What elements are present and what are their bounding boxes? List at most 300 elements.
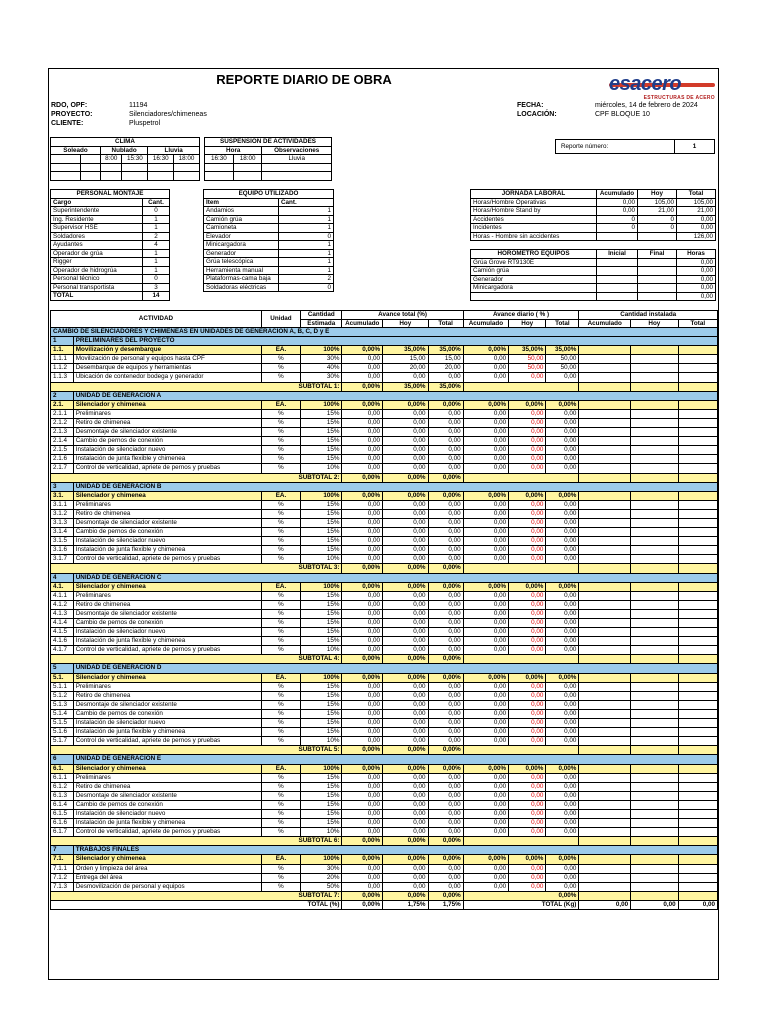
equipo-col-item: Item: [204, 198, 279, 207]
equipo-cant: 1: [279, 266, 334, 275]
jornada-value: 0: [597, 215, 638, 224]
group-cell: 0,00%: [509, 491, 546, 500]
jornada-row: [471, 198, 716, 207]
activity-row: [51, 791, 718, 800]
activity-cell: 3.1.4: [51, 528, 74, 537]
suspension-obs-header: Observaciones: [262, 146, 332, 155]
activity-row: [51, 428, 718, 437]
reporte-value: 1: [675, 140, 715, 154]
group-cell: 35,00%: [546, 346, 579, 355]
activity-cell: 0,00: [383, 782, 428, 791]
equipo-item: Camioneta: [204, 224, 279, 233]
activity-empty: [678, 364, 717, 373]
activity-cell: 10%: [301, 737, 342, 746]
activity-cell: 0,00: [342, 409, 383, 418]
group-cell: Movilización y desembarque: [73, 346, 261, 355]
activity-cell: 0,00: [546, 628, 579, 637]
activity-cell: Instalación de silenciador nuevo: [73, 809, 261, 818]
horometro-equipo: Camión grúa: [471, 267, 597, 276]
section-number: 3: [51, 482, 74, 491]
cliente-label: CLIENTE:: [51, 120, 84, 127]
subtotal-empty: [579, 655, 631, 664]
activity-empty: [678, 700, 717, 709]
group-cell: EA.: [261, 582, 300, 591]
activity-cell: 15%: [301, 546, 342, 555]
group-cell: 0,00%: [342, 855, 383, 864]
activity-cell: Instalación de junta flexible y chimenea: [73, 728, 261, 737]
activity-cell: 0,00: [383, 809, 428, 818]
activity-cell: 0,00: [546, 609, 579, 618]
activity-cell: 0,00: [428, 428, 463, 437]
activity-cell: 15%: [301, 819, 342, 828]
activity-cell: 0,00: [383, 864, 428, 873]
personal-row: [51, 215, 170, 224]
horometro-inicial: [597, 267, 638, 276]
col-avance-total: Avance total (%): [342, 311, 463, 320]
group-cell: 0,00%: [463, 764, 508, 773]
group-cell: Silenciador y chimenea: [73, 764, 261, 773]
activity-cell: 0,00: [342, 782, 383, 791]
activity-cell: 0,00: [546, 555, 579, 564]
fecha-label: FECHA:: [517, 102, 544, 109]
section-row: [51, 482, 718, 491]
activity-cell: 2.1.6: [51, 455, 74, 464]
suspension-title: SUSPENSIÓN DE ACTIVIDADES: [205, 138, 332, 147]
activity-cell: 0,00: [546, 509, 579, 518]
activity-empty: [678, 373, 717, 382]
activity-cell: 0,00: [546, 828, 579, 837]
activity-empty: [678, 782, 717, 791]
section-row: [51, 846, 718, 855]
activity-cell: 0,00: [383, 518, 428, 527]
activity-cell: 0,00: [546, 409, 579, 418]
activity-cell: 0,00: [509, 409, 546, 418]
activity-cell: 0,00: [428, 882, 463, 891]
section-row: [51, 573, 718, 582]
activity-empty: [678, 791, 717, 800]
horometro-col-inicial: Inicial: [597, 250, 638, 259]
subtotal-empty: [579, 891, 631, 900]
activity-cell: 0,00: [509, 691, 546, 700]
activity-cell: 10%: [301, 555, 342, 564]
activity-cell: %: [261, 509, 300, 518]
clima-title: CLIMA: [51, 138, 200, 147]
group-cell: 0,00%: [463, 400, 508, 409]
activity-cell: 0,00: [428, 546, 463, 555]
activity-cell: 15%: [301, 528, 342, 537]
activity-empty: [631, 464, 679, 473]
activity-empty: [579, 791, 631, 800]
horometro-title: HOROMETRO EQUIPOS: [471, 250, 597, 259]
group-cell: 0,00%: [428, 491, 463, 500]
group-row: [51, 764, 718, 773]
activity-row: [51, 682, 718, 691]
activity-cell: 0,00: [463, 773, 508, 782]
subtotal-empty: [579, 473, 631, 482]
activity-cell: 0,00: [463, 700, 508, 709]
col-estimada: Estimada: [301, 319, 342, 328]
group-cell: Silenciador y chimenea: [73, 673, 261, 682]
horometro-inicial: [597, 258, 638, 267]
activity-cell: Movilización de personal y equipos hasta CPF: [73, 355, 261, 364]
main-banner: CAMBIO DE SILENCIADORES Y CHIMENEAS EN UNIDADES DE GENERACIÓN A, B, C, D y E: [51, 328, 718, 337]
activity-cell: 0,00: [342, 600, 383, 609]
activity-cell: 0,00: [546, 619, 579, 628]
activity-cell: %: [261, 364, 300, 373]
activity-row: [51, 546, 718, 555]
activity-cell: 0,00: [509, 437, 546, 446]
group-empty: [678, 673, 717, 682]
personal-cargo: Rigger: [51, 258, 143, 267]
personal-cant: 1: [143, 266, 170, 275]
activity-cell: 0,00: [383, 609, 428, 618]
horometro-inicial: [597, 292, 638, 301]
activity-row: [51, 809, 718, 818]
activity-empty: [631, 873, 679, 882]
activity-cell: 0,00: [342, 609, 383, 618]
activity-cell: 30%: [301, 355, 342, 364]
activity-cell: 0,00: [383, 464, 428, 473]
group-cell: 0,00%: [509, 400, 546, 409]
activity-cell: 5.1.7: [51, 737, 74, 746]
subtotal-value: 0,00%: [428, 891, 463, 900]
activity-cell: 0,00: [463, 464, 508, 473]
activity-empty: [631, 537, 679, 546]
subtotal-empty: [678, 564, 717, 573]
group-cell: 6.1.: [51, 764, 74, 773]
activity-row: [51, 628, 718, 637]
group-cell: 0,00%: [546, 491, 579, 500]
activity-row: [51, 737, 718, 746]
subtotal-value: 0,00%: [383, 837, 428, 846]
subtotal-empty: [678, 655, 717, 664]
activity-empty: [579, 518, 631, 527]
activity-cell: %: [261, 437, 300, 446]
activity-empty: [678, 637, 717, 646]
activity-empty: [631, 682, 679, 691]
activity-cell: 15%: [301, 437, 342, 446]
activity-cell: 0,00: [509, 882, 546, 891]
activity-empty: [631, 546, 679, 555]
personal-cant: 2: [143, 232, 170, 241]
equipo-row: [204, 266, 334, 275]
activity-cell: 0,00: [509, 782, 546, 791]
activity-empty: [631, 628, 679, 637]
group-cell: 0,00%: [463, 673, 508, 682]
activity-cell: 0,00: [546, 819, 579, 828]
group-cell: Silenciador y chimenea: [73, 582, 261, 591]
subtotal-empty: [631, 837, 679, 846]
activity-cell: 20%: [301, 873, 342, 882]
activity-empty: [678, 646, 717, 655]
activity-empty: [579, 609, 631, 618]
activity-cell: 0,00: [383, 546, 428, 555]
subtotal-extra: [463, 746, 579, 755]
activity-empty: [678, 437, 717, 446]
subtotal-empty: [678, 891, 717, 900]
subtotal-extra: [463, 564, 579, 573]
activity-cell: Retiro de chimenea: [73, 509, 261, 518]
section-row: [51, 755, 718, 764]
group-cell: EA.: [261, 491, 300, 500]
activity-cell: 0,00: [428, 737, 463, 746]
activity-empty: [678, 800, 717, 809]
activity-cell: 0,00: [428, 409, 463, 418]
personal-row: [51, 241, 170, 250]
total-kg-value: 0,00: [579, 900, 631, 909]
activity-cell: 0,00: [509, 728, 546, 737]
personal-cant: 0: [143, 207, 170, 216]
activity-empty: [631, 637, 679, 646]
jornada-row: [471, 207, 716, 216]
subtotal-empty: [631, 564, 679, 573]
activity-cell: 4.1.2: [51, 600, 74, 609]
activity-cell: 15%: [301, 637, 342, 646]
activity-cell: 0,00: [509, 719, 546, 728]
equipo-item: Elevador: [204, 232, 279, 241]
activity-cell: %: [261, 637, 300, 646]
group-empty: [579, 400, 631, 409]
activity-cell: Desmontaje de silenciador existente: [73, 518, 261, 527]
subtotal-empty: [579, 746, 631, 755]
activity-cell: 30%: [301, 864, 342, 873]
activity-empty: [579, 719, 631, 728]
activity-empty: [678, 500, 717, 509]
group-cell: Silenciador y chimenea: [73, 491, 261, 500]
activity-empty: [678, 600, 717, 609]
jornada-value: [597, 232, 638, 241]
activity-cell: Instalación de junta flexible y chimenea: [73, 546, 261, 555]
cliente-value: Pluspetrol: [129, 120, 161, 127]
activity-empty: [631, 882, 679, 891]
activity-cell: 0,00: [428, 418, 463, 427]
activity-row: [51, 446, 718, 455]
subtotal-value: 0,00%: [428, 564, 463, 573]
subtotal-value: 0,00%: [428, 473, 463, 482]
rdo-value: 11194: [129, 102, 148, 109]
activity-cell: 4.1.4: [51, 619, 74, 628]
activity-cell: 15%: [301, 800, 342, 809]
activity-cell: 4.1.5: [51, 628, 74, 637]
group-cell: 100%: [301, 400, 342, 409]
clima-soleado: Soleado: [51, 146, 101, 155]
horometro-row: [471, 284, 716, 293]
activity-cell: 0,00: [428, 828, 463, 837]
activity-cell: 0,00: [509, 828, 546, 837]
activity-cell: Desmovilización de personal y equipos: [73, 882, 261, 891]
activity-empty: [678, 546, 717, 555]
group-cell: 35,00%: [428, 346, 463, 355]
subtotal-value: 0,00%: [342, 837, 383, 846]
activity-cell: 0,00: [383, 819, 428, 828]
activity-cell: 0,00: [509, 428, 546, 437]
activity-cell: 15%: [301, 619, 342, 628]
group-empty: [631, 855, 679, 864]
activity-cell: %: [261, 355, 300, 364]
activity-cell: 6.1.6: [51, 819, 74, 828]
activity-cell: 0,00: [463, 791, 508, 800]
group-cell: 100%: [301, 346, 342, 355]
activity-cell: 0,00: [342, 700, 383, 709]
activity-cell: 0,00: [546, 537, 579, 546]
activity-empty: [579, 709, 631, 718]
activity-empty: [579, 737, 631, 746]
activity-cell: 0,00: [509, 609, 546, 618]
activity-cell: 0,00: [463, 828, 508, 837]
activity-cell: %: [261, 555, 300, 564]
activity-empty: [678, 409, 717, 418]
activity-cell: 10%: [301, 464, 342, 473]
total-kg-label: TOTAL (Kg): [463, 900, 579, 909]
activity-cell: Preliminares: [73, 682, 261, 691]
activity-empty: [678, 619, 717, 628]
activity-cell: 0,00: [428, 773, 463, 782]
activity-cell: %: [261, 537, 300, 546]
activity-cell: Preliminares: [73, 773, 261, 782]
activity-cell: 0,00: [463, 800, 508, 809]
activity-cell: 0,00: [463, 355, 508, 364]
equipo-item: Grúa telescópica: [204, 258, 279, 267]
activity-cell: 0,00: [342, 719, 383, 728]
group-row: [51, 400, 718, 409]
activity-cell: 0,00: [509, 600, 546, 609]
total-pct-value: 0,00%: [342, 900, 383, 909]
activity-cell: 2.1.5: [51, 446, 74, 455]
equipo-item: Camión grúa: [204, 215, 279, 224]
activity-cell: 0,00: [546, 700, 579, 709]
horometro-horas: 0,00: [677, 267, 716, 276]
col-cantidad: Cantidad: [301, 311, 342, 320]
subtotal-label: SUBTOTAL 4:: [51, 655, 342, 664]
personal-row: [51, 232, 170, 241]
group-cell: EA.: [261, 673, 300, 682]
activity-cell: %: [261, 619, 300, 628]
subtotal-empty: [631, 382, 679, 391]
activity-cell: 2.1.4: [51, 437, 74, 446]
activity-cell: 2.1.2: [51, 418, 74, 427]
activity-cell: 50%: [301, 882, 342, 891]
personal-col-cant: Cant.: [143, 198, 170, 207]
activity-cell: 0,00: [546, 518, 579, 527]
equipo-item: Generador: [204, 249, 279, 258]
activity-cell: 15%: [301, 418, 342, 427]
activity-empty: [678, 555, 717, 564]
activity-cell: %: [261, 737, 300, 746]
section-number: 7: [51, 846, 74, 855]
activity-cell: 0,00: [463, 537, 508, 546]
activity-cell: 0,00: [383, 555, 428, 564]
group-empty: [678, 346, 717, 355]
activity-cell: 0,00: [546, 800, 579, 809]
activity-cell: Cambio de pernos de conexión: [73, 528, 261, 537]
activity-cell: 6.1.2: [51, 782, 74, 791]
clima-lluvia: Lluvia: [148, 146, 200, 155]
activity-cell: %: [261, 709, 300, 718]
group-empty: [631, 673, 679, 682]
activity-empty: [678, 464, 717, 473]
group-cell: 0,00%: [509, 582, 546, 591]
activity-cell: 20,00: [428, 364, 463, 373]
activity-cell: %: [261, 455, 300, 464]
activity-cell: 0,00: [342, 791, 383, 800]
activity-cell: 0,00: [428, 700, 463, 709]
activity-cell: 0,00: [342, 509, 383, 518]
activity-cell: 0,00: [383, 873, 428, 882]
group-cell: 35,00%: [383, 346, 428, 355]
activity-cell: 0,00: [383, 418, 428, 427]
activity-cell: 0,00: [463, 628, 508, 637]
equipo-item: Plataformas-cama baja: [204, 275, 279, 284]
activity-empty: [631, 828, 679, 837]
activity-cell: 0,00: [383, 637, 428, 646]
group-cell: 0,00%: [428, 673, 463, 682]
activity-empty: [579, 637, 631, 646]
activity-cell: 20,00: [383, 364, 428, 373]
col-actividad: ACTIVIDAD: [51, 311, 262, 328]
section-title: TRABAJOS FINALES: [73, 846, 717, 855]
activity-cell: Retiro de chimenea: [73, 782, 261, 791]
suspension-table: [204, 137, 332, 181]
activity-cell: 0,00: [428, 500, 463, 509]
activity-row: [51, 373, 718, 382]
equipo-cant: 1: [279, 224, 334, 233]
activity-cell: Cambio de pernos de conexión: [73, 619, 261, 628]
subtotal-empty: [631, 473, 679, 482]
horometro-horas: 0,00: [677, 292, 716, 301]
personal-cargo: Personal técnico: [51, 275, 143, 284]
activity-cell: 0,00: [428, 628, 463, 637]
subtotal-extra: [463, 837, 579, 846]
activity-cell: 0,00: [509, 418, 546, 427]
horometro-final: [638, 292, 677, 301]
group-empty: [631, 491, 679, 500]
subtotal-extra: 0,00%: [463, 891, 579, 900]
activity-cell: 0,00: [428, 682, 463, 691]
activity-empty: [579, 555, 631, 564]
activity-empty: [579, 691, 631, 700]
activity-cell: 0,00: [342, 455, 383, 464]
activity-cell: 0,00: [546, 446, 579, 455]
subtotal-row: [51, 655, 718, 664]
personal-row: [51, 266, 170, 275]
section-title: UNIDAD DE GENERACIÓN B: [73, 482, 717, 491]
group-cell: 0,00%: [428, 400, 463, 409]
activity-cell: 0,00: [428, 637, 463, 646]
personal-cant: 3: [143, 283, 170, 292]
subtotal-empty: [678, 473, 717, 482]
activity-cell: 0,00: [428, 509, 463, 518]
activity-cell: Desembarque de equipos y herramientas: [73, 364, 261, 373]
activity-empty: [579, 646, 631, 655]
activity-cell: 0,00: [546, 873, 579, 882]
subtotal-empty: [579, 837, 631, 846]
activity-cell: 0,00: [509, 682, 546, 691]
activity-empty: [579, 600, 631, 609]
activity-cell: 0,00: [546, 546, 579, 555]
equipo-row: [204, 258, 334, 267]
activity-cell: 0,00: [546, 428, 579, 437]
activity-cell: 0,00: [342, 555, 383, 564]
subtotal-label: SUBTOTAL 1:: [51, 382, 342, 391]
activity-cell: 50,00: [546, 364, 579, 373]
col-acum: Acumulado: [463, 319, 508, 328]
jornada-value: 21,00: [677, 207, 716, 216]
activity-row: [51, 800, 718, 809]
col-hoy: Hoy: [631, 319, 679, 328]
jornada-row: [471, 215, 716, 224]
group-cell: Silenciador y chimenea: [73, 400, 261, 409]
activity-cell: %: [261, 446, 300, 455]
